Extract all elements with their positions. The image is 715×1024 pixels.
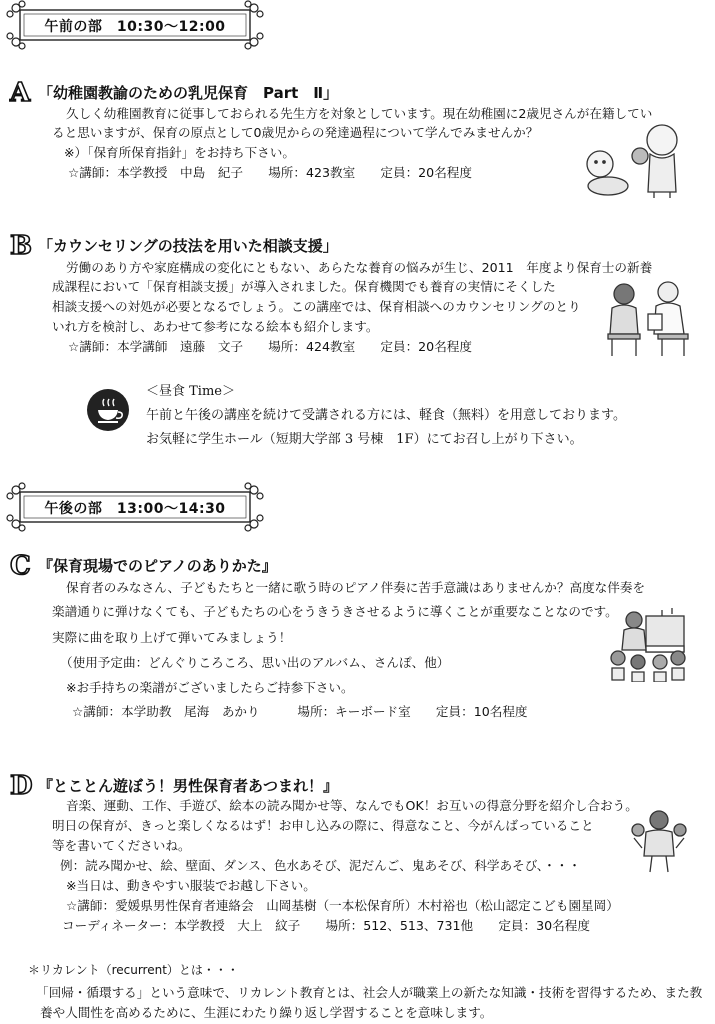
lunch-line: お気軽に学生ホール（短期大学部 3 号棟 1F）にてお召し上がり下さい。 bbox=[146, 432, 583, 447]
section-b-letter bbox=[8, 230, 38, 258]
section-d-letter bbox=[8, 770, 38, 798]
morning-header-frame bbox=[6, 0, 264, 50]
section-b-line: いれ方を検討し、あわせて参考になる絵本も紹介します。 bbox=[52, 319, 379, 334]
counseling-illustration bbox=[604, 276, 696, 364]
piano-illustration bbox=[606, 606, 688, 686]
section-c-line: 楽譜通りに弾けなくても、子どもたちの心をうきうきさせるように導くことが重要なことなのです。 bbox=[52, 604, 618, 619]
footnote-line: 「回帰・循環する」という意味で、リカレント教育とは、社会人が職業上の新たな知識・技術を習得するため、また教 bbox=[36, 985, 703, 1000]
section-b-title: 「カウンセリングの技法を用いた相談支援」 bbox=[38, 237, 338, 255]
section-c-line: ※お手持ちの楽譜がございましたらご持参下さい。 bbox=[66, 680, 354, 695]
svg-text:A: A bbox=[10, 78, 31, 105]
section-d-line: ※当日は、動きやすい服装でお越し下さい。 bbox=[66, 878, 316, 893]
section-c-title: 『保育現場でのピアノのありかた』 bbox=[38, 557, 277, 575]
section-a-line: ると思いますが、保育の原点として0歳児からの発達過程について学んでみませんか？ bbox=[52, 125, 539, 140]
svg-text:B: B bbox=[10, 231, 32, 258]
svg-text:D: D bbox=[10, 771, 33, 798]
svg-text:C: C bbox=[10, 551, 31, 578]
section-b-line: 成課程において「保育相談支援」が導入されました。保育機関でも養育の実情にそくした bbox=[52, 279, 556, 294]
section-a-title: 「幼稚園教諭のための乳児保育 Part Ⅱ」 bbox=[38, 84, 339, 102]
section-a-line: ☆講師：本学教授 中島 紀子 場所：423教室 定員：20名程度 bbox=[68, 165, 472, 180]
cup-icon bbox=[86, 388, 130, 436]
section-b-line: ☆講師：本学講師 遠藤 文子 場所：424教室 定員：20名程度 bbox=[68, 339, 472, 354]
section-d-line: 音楽、運動、工作、手遊び、絵本の読み聞かせ等、なんでもOK！お互いの得意分野を紹介し合おう。 bbox=[66, 798, 638, 813]
section-d-line: コーディネーター：本学教授 大上 紋子 場所：512、513、731他 定員：30名程度 bbox=[62, 918, 590, 933]
section-a-line: 久しく幼稚園教育に従事しておられる先生方を対象としています。現在幼稚園に2歳児さんが在籍してい bbox=[66, 106, 653, 121]
section-a-letter bbox=[8, 77, 38, 105]
section-b-line: 相談支援への対処が必要となるでしょう。この講座では、保育相談へのカウンセリングのとり bbox=[52, 299, 581, 314]
section-c-line: （使用予定曲：どんぐりころころ、思い出のアルバム、さんぽ、他） bbox=[60, 655, 450, 670]
section-d-line: 明日の保育が、きっと楽しくなるはず！お申し込みの際に、得意なこと、今がんばっていること bbox=[52, 818, 594, 833]
afternoon-header-frame bbox=[6, 482, 264, 532]
section-c-line: 保育者のみなさん、子どもたちと一緒に歌う時のピアノ伴奏に苦手意識はありませんか？高度な伴奏を bbox=[66, 580, 646, 595]
babies-illustration bbox=[578, 122, 690, 204]
section-d-line: ☆講師：愛媛県男性保育者連絡会 山岡基樹（一本松保育所）木村裕也（松山認定こども園星岡） bbox=[66, 898, 619, 913]
section-d-title: 『とことん遊ぼう！男性保育者あつまれ！』 bbox=[38, 777, 339, 795]
afternoon-header-text: 午後の部 13:00～14:30 bbox=[44, 501, 226, 517]
section-d-line: 例：読み聞かせ、絵、壁面、ダンス、色水あそび、泥だんご、鬼あそび、科学あそび、・・・ bbox=[60, 858, 581, 873]
footnote-title: ＊リカレント（recurrent）とは・・・ bbox=[28, 963, 239, 977]
lunch-title: ＜昼食 Time＞ bbox=[146, 384, 235, 399]
section-c-line: ☆講師：本学助教 尾海 あかり 場所：キーボード室 定員：10名程度 bbox=[72, 704, 528, 719]
section-d-line: 等を書いてくださいね。 bbox=[52, 838, 191, 853]
section-a-line: ※）「保育所保育指針」をお持ち下さい。 bbox=[64, 145, 295, 160]
section-c-letter bbox=[8, 550, 38, 578]
section-b-line: 労働のあり方や家庭構成の変化にともない、あらたな養育の悩みが生じ、2011 年度より保育士の新養 bbox=[66, 260, 653, 275]
footnote-line: 養や人間性を高めるために、生涯にわたり繰り返し学習することを意味します。 bbox=[40, 1005, 493, 1020]
section-c-line: 実際に曲を取り上げて弾いてみましょう！ bbox=[52, 630, 292, 645]
lunch-line: 午前と午後の講座を続けて受講される方には、軽食（無料）を用意しております。 bbox=[146, 408, 626, 423]
playing-illustration bbox=[628, 808, 690, 878]
morning-header-text: 午前の部 10:30～12:00 bbox=[44, 19, 226, 35]
